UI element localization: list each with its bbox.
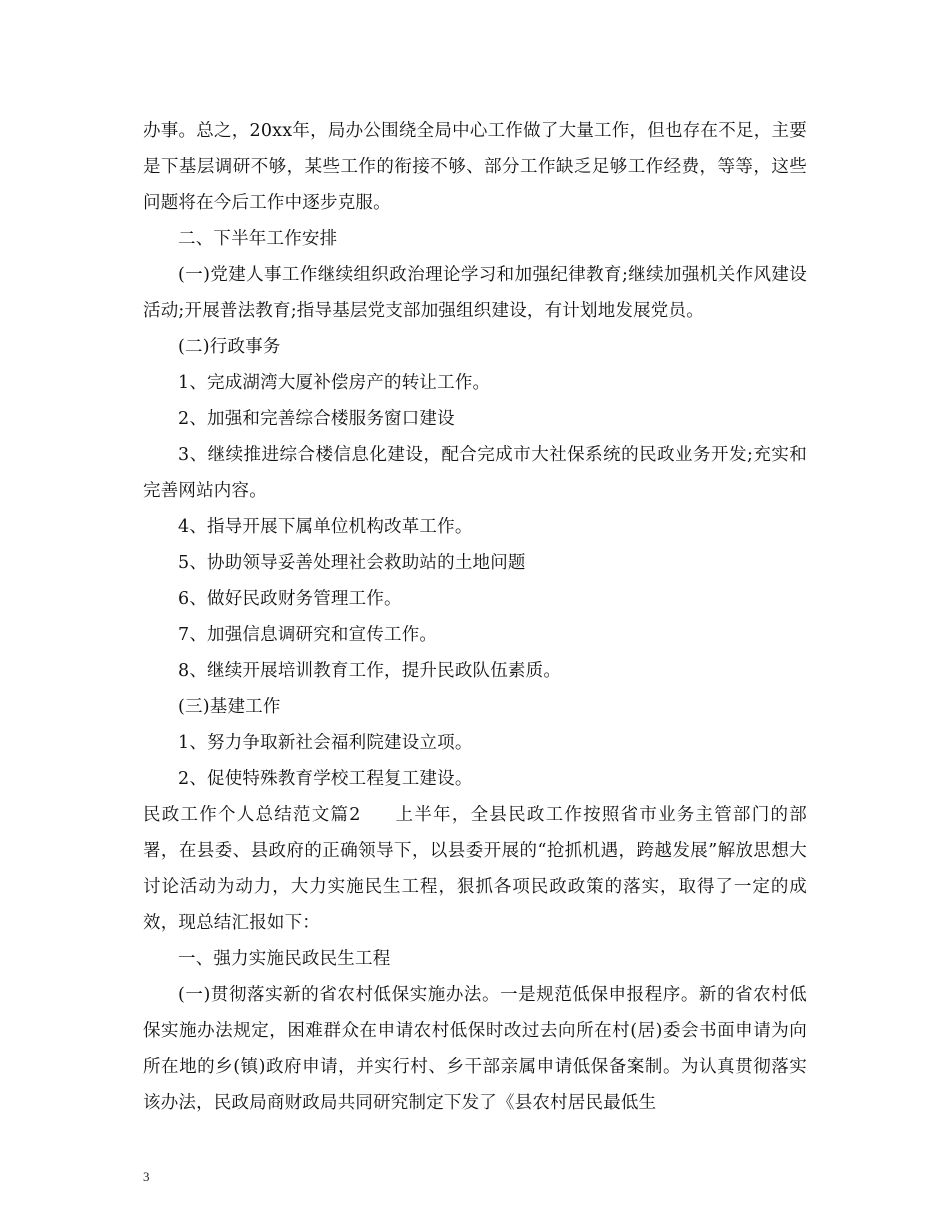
section-2-intro: 上半年，全县民政工作按照省市业务主管部门的部署，在县委、县政府的正确领导下，以县委开展的“抢抓机遇，跨越发展”解放思想大讨论活动为动力，大力实施民生工程，狠抓各项民政政策的落实，取得了一定的成效，现总结汇报如下： bbox=[143, 805, 807, 933]
list-item-5: 5、协助领导妥善处理社会救助站的土地问题 bbox=[178, 553, 526, 573]
infrastructure-item-1: 1、努力争取新社会福利院建设立项。 bbox=[178, 733, 473, 753]
list-item-2: 2、加强和完善综合楼服务窗口建设 bbox=[178, 409, 455, 429]
section-heading-livelihood: 一、强力实施民政民生工程 bbox=[178, 949, 391, 969]
list-item-4: 4、指导开展下属单位机构改革工作。 bbox=[178, 517, 473, 537]
paragraph-rural-low-income: (一)贯彻落实新的省农村低保实施办法。一是规范低保申报程序。新的省农村低保实施办法规定，困难群众在申请农村低保时改过去向所在村(居)委会书面申请为向所在地的乡(镇)政府申请，并实行村、乡干部亲属申请低保备案制。为认真贯彻落实该办法，民政局商财政局共同研究制定下发了《县农村居民最低生 bbox=[143, 985, 807, 1113]
infrastructure-item-2: 2、促使特殊教育学校工程复工建设。 bbox=[178, 769, 473, 789]
subheading-infrastructure: (三)基建工作 bbox=[178, 697, 281, 717]
list-item-6: 6、做好民政财务管理工作。 bbox=[178, 589, 402, 609]
section-heading-second-half-plan: 二、下半年工作安排 bbox=[178, 229, 338, 249]
list-item-8: 8、继续开展培训教育工作，提升民政队伍素质。 bbox=[178, 661, 562, 681]
document-body bbox=[143, 113, 807, 1121]
paragraph-party-personnel: (一)党建人事工作继续组织政治理论学习和加强纪律教育;继续加强机关作风建设活动;开展普法教育;指导基层党支部加强组织建设，有计划地发展党员。 bbox=[143, 265, 807, 321]
list-item-7: 7、加强信息调研究和宣传工作。 bbox=[178, 625, 438, 645]
subheading-administrative-affairs: (二)行政事务 bbox=[178, 337, 281, 357]
paragraph-1: 办事。总之，20xx年，局办公围绕全局中心工作做了大量工作，但也存在不足，主要是下基层调研不够，某些工作的衔接不够、部分工作缺乏足够工作经费，等等，这些问题将在今后工作中逐步克服。 bbox=[143, 121, 807, 213]
section-2-title: 民政工作个人总结范文篇2 bbox=[143, 805, 361, 825]
list-item-1: 1、完成湖湾大厦补偿房产的转让工作。 bbox=[178, 373, 491, 393]
page-number: 3 bbox=[143, 1169, 150, 1184]
section-2-paragraph bbox=[143, 797, 807, 941]
list-item-3: 3、继续推进综合楼信息化建设，配合完成市大社保系统的民政业务开发;充实和完善网站内容。 bbox=[143, 445, 807, 501]
